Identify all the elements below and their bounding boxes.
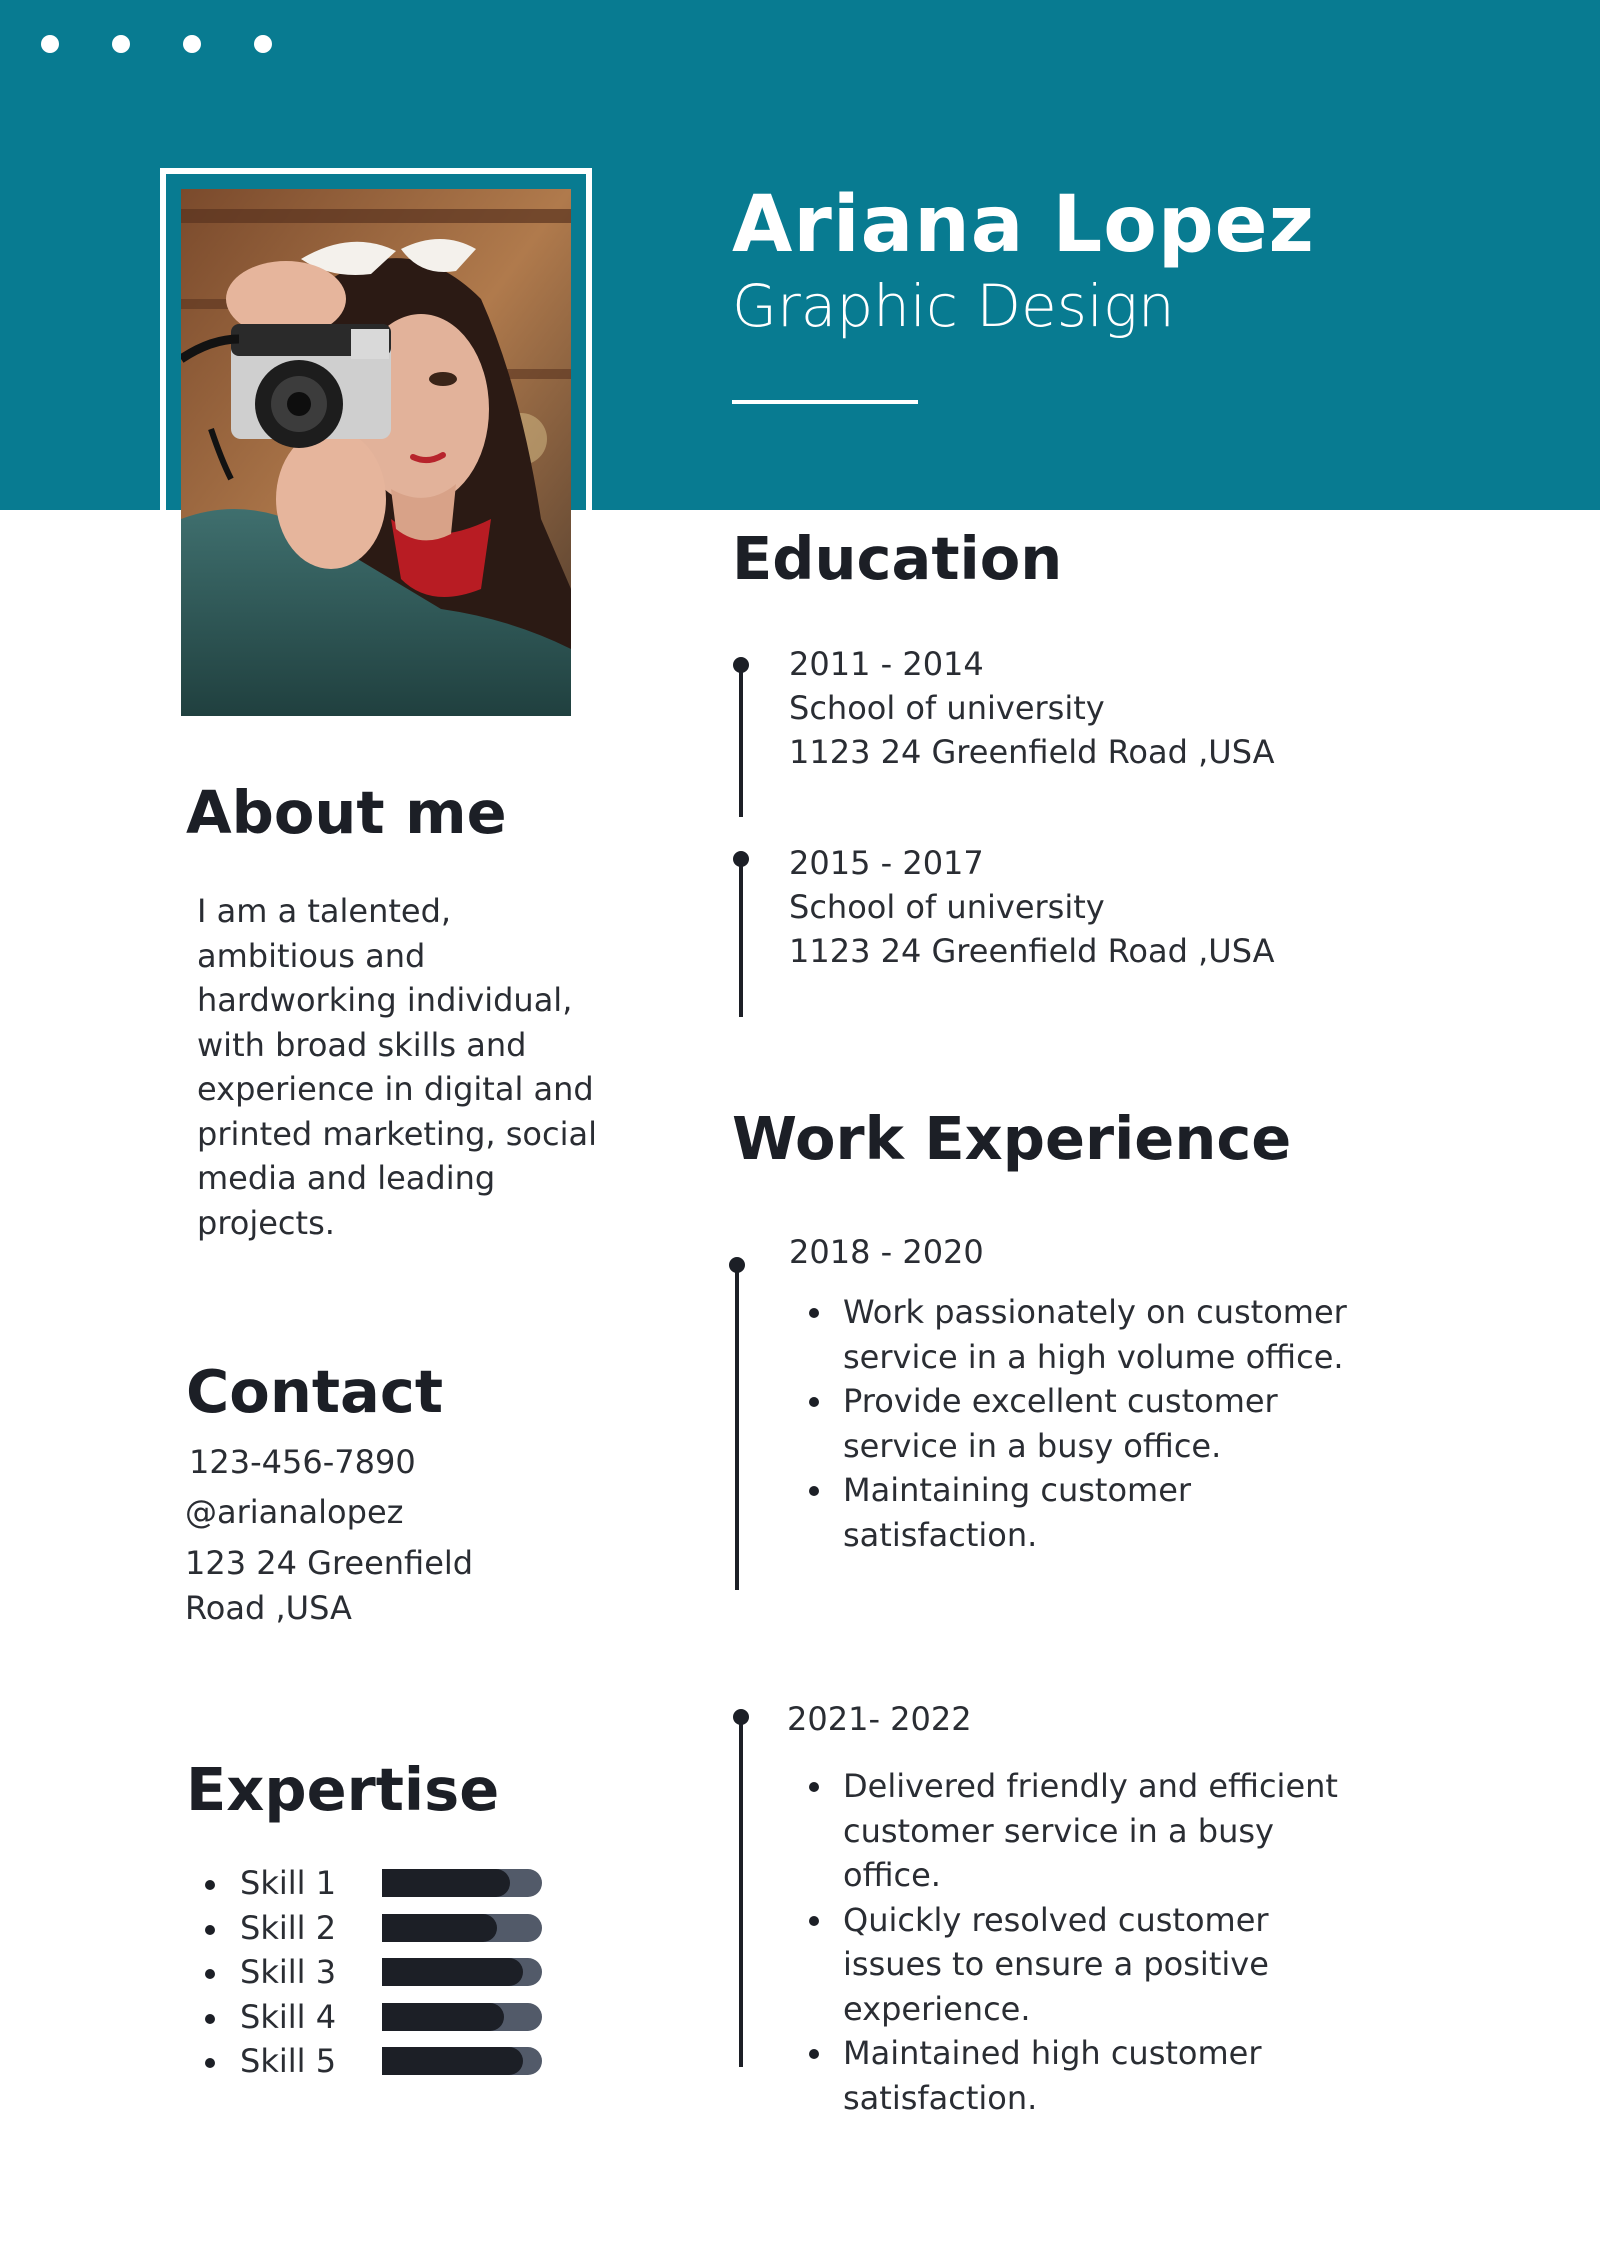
about-line: with broad skills and	[197, 1025, 527, 1064]
skill-level-fill	[382, 1914, 497, 1942]
person-name: Ariana Lopez	[732, 180, 1315, 270]
bullet-line: issues to ensure a positive	[843, 1945, 1269, 1983]
skill-level-fill	[382, 2003, 504, 2031]
contact-address-line: Road ,USA	[185, 1589, 352, 1627]
header-divider	[732, 400, 918, 404]
bullet-line: service in a high volume office.	[843, 1337, 1344, 1376]
work-bullet	[843, 1898, 1338, 2032]
bullet-line: satisfaction.	[843, 2078, 1038, 2117]
about-line: media and leading	[197, 1159, 496, 1197]
contact-handle: @arianalopez	[185, 1493, 404, 1531]
bullet-line: experience.	[843, 1989, 1031, 2028]
education-entry	[789, 642, 1274, 774]
education-address: 1123 24 Greenfield Road ,USA	[789, 932, 1275, 970]
skill-item	[200, 1996, 560, 2041]
about-line: experience in digital and	[197, 1070, 594, 1108]
skill-item	[200, 2040, 560, 2085]
skill-item	[200, 1951, 560, 1996]
bullet-line: satisfaction.	[843, 1515, 1038, 1554]
skill-item	[200, 1862, 560, 1907]
contact-address-line: 123 24 Greenfield	[185, 1544, 474, 1582]
bullet-dot	[205, 2058, 215, 2068]
profile-photo	[181, 189, 571, 716]
about-line: ambitious and	[197, 936, 426, 975]
timeline-line	[739, 1717, 743, 2067]
work-bullet	[843, 1468, 1347, 1557]
skill-level-fill	[382, 2047, 523, 2075]
work-bullet	[843, 1764, 1338, 1898]
about-line: projects.	[197, 1203, 335, 1242]
contact-heading: Contact	[186, 1357, 444, 1426]
skills-list	[200, 1862, 560, 2085]
timeline-line	[739, 665, 743, 817]
job-title: Graphic Design	[732, 272, 1175, 340]
education-heading: Education	[732, 524, 1063, 593]
bullet-line: Work passionately on customer	[843, 1293, 1347, 1331]
skill-level-bar	[382, 1914, 542, 1942]
contact-phone: 123-456-7890	[189, 1443, 416, 1481]
skill-label: Skill 4	[240, 1997, 337, 2036]
decorative-dot	[254, 35, 272, 53]
bullet-dot	[205, 1969, 215, 1979]
skill-level-fill	[382, 1869, 510, 1897]
bullet-dot	[205, 1880, 215, 1890]
bullet-line: Maintaining customer	[843, 1471, 1192, 1509]
timeline-line	[735, 1265, 739, 1590]
decorative-dot	[183, 35, 201, 53]
bullet-line: Delivered friendly and efficient	[843, 1767, 1338, 1805]
skill-label: Skill 1	[240, 1864, 337, 1902]
skill-level-bar	[382, 1958, 542, 1986]
bullet-dot	[205, 2014, 215, 2024]
skill-level-fill	[382, 1958, 523, 1986]
skill-item	[200, 1907, 560, 1952]
education-period: 2011 - 2014	[789, 645, 984, 683]
skill-label: Skill 5	[240, 2042, 337, 2080]
work-bullet	[843, 1290, 1347, 1379]
education-school: School of university	[789, 888, 1105, 926]
about-line: printed marketing, social	[197, 1114, 597, 1153]
bullet-line: Quickly resolved customer	[843, 1900, 1269, 1939]
education-school: School of university	[789, 689, 1105, 727]
about-line: I am a talented,	[197, 892, 452, 930]
about-line: hardworking individual,	[197, 981, 573, 1019]
about-text	[197, 889, 637, 1245]
skill-level-bar	[382, 2047, 542, 2075]
bullet-line: Provide excellent customer	[843, 1382, 1278, 1420]
skill-label: Skill 3	[240, 1953, 337, 1991]
bullet-line: Maintained high customer	[843, 2034, 1262, 2072]
expertise-heading: Expertise	[186, 1755, 500, 1824]
timeline-line	[739, 859, 743, 1017]
work-period: 2018 - 2020	[789, 1233, 984, 1271]
bullet-line: service in a busy office.	[843, 1426, 1222, 1465]
skill-level-bar	[382, 2003, 542, 2031]
work-period: 2021- 2022	[787, 1700, 972, 1738]
work-bullet	[843, 2031, 1338, 2120]
skill-label: Skill 2	[240, 1908, 337, 1947]
about-heading: About me	[186, 778, 507, 847]
decorative-dot	[112, 35, 130, 53]
work-bullets	[805, 1290, 1347, 1557]
bullet-dot	[205, 1925, 215, 1935]
education-period: 2015 - 2017	[789, 844, 984, 882]
education-entry	[789, 841, 1274, 973]
work-heading: Work Experience	[732, 1104, 1292, 1173]
work-bullet	[843, 1379, 1347, 1468]
bullet-line: customer service in a busy	[843, 1811, 1274, 1850]
decorative-dot	[41, 35, 59, 53]
education-address: 1123 24 Greenfield Road ,USA	[789, 733, 1275, 771]
skill-level-bar	[382, 1869, 542, 1897]
bullet-line: office.	[843, 1856, 941, 1894]
work-bullets	[805, 1764, 1338, 2120]
